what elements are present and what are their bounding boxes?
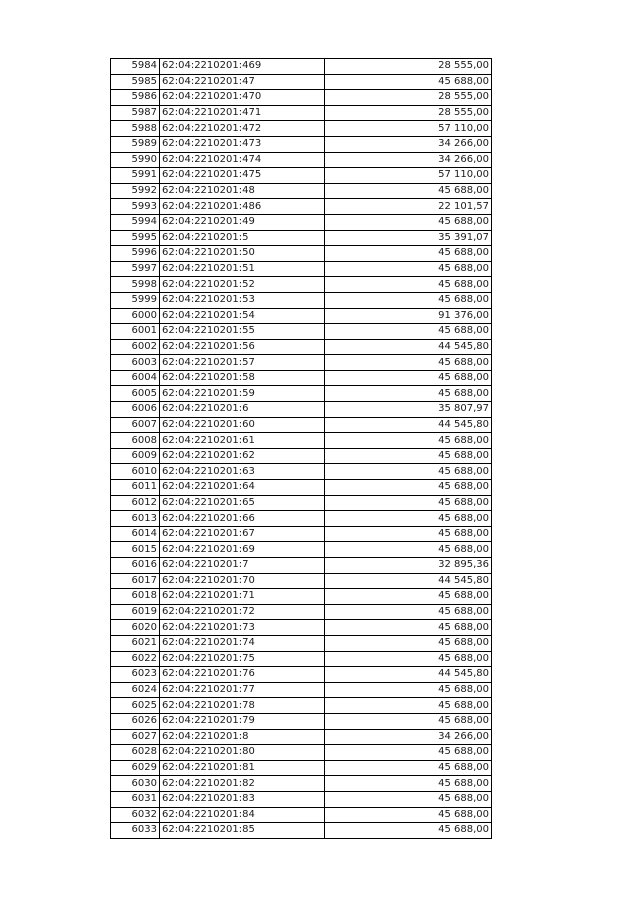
amount-cell: 45 688,00 <box>325 589 492 605</box>
row-number-cell: 5987 <box>111 105 160 121</box>
cadastral-number-cell: 62:04:2210201:50 <box>160 246 325 262</box>
row-number-cell: 6020 <box>111 620 160 636</box>
row-number-cell: 5994 <box>111 214 160 230</box>
cadastre-table <box>110 58 492 839</box>
cadastral-number-cell: 62:04:2210201:48 <box>160 183 325 199</box>
cadastral-number-cell: 62:04:2210201:83 <box>160 791 325 807</box>
cadastral-number-cell: 62:04:2210201:7 <box>160 558 325 574</box>
table-row <box>111 183 492 199</box>
table-row <box>111 168 492 184</box>
cadastral-number-cell: 62:04:2210201:63 <box>160 464 325 480</box>
row-number-cell: 6028 <box>111 745 160 761</box>
table-row <box>111 292 492 308</box>
cadastral-number-cell: 62:04:2210201:53 <box>160 292 325 308</box>
cadastral-number-cell: 62:04:2210201:6 <box>160 402 325 418</box>
row-number-cell: 6030 <box>111 776 160 792</box>
row-number-cell: 6001 <box>111 324 160 340</box>
amount-cell: 45 688,00 <box>325 604 492 620</box>
cadastral-number-cell: 62:04:2210201:71 <box>160 589 325 605</box>
table-row <box>111 121 492 137</box>
table-row <box>111 791 492 807</box>
row-number-cell: 6016 <box>111 558 160 574</box>
cadastral-number-cell: 62:04:2210201:70 <box>160 573 325 589</box>
amount-cell: 45 688,00 <box>325 776 492 792</box>
row-number-cell: 6019 <box>111 604 160 620</box>
table-row <box>111 74 492 90</box>
row-number-cell: 5988 <box>111 121 160 137</box>
table-row <box>111 277 492 293</box>
cadastral-number-cell: 62:04:2210201:47 <box>160 74 325 90</box>
row-number-cell: 5995 <box>111 230 160 246</box>
amount-cell: 45 688,00 <box>325 745 492 761</box>
table-row <box>111 573 492 589</box>
table-row <box>111 589 492 605</box>
amount-cell: 28 555,00 <box>325 59 492 75</box>
row-number-cell: 5984 <box>111 59 160 75</box>
cadastral-number-cell: 62:04:2210201:82 <box>160 776 325 792</box>
cadastral-number-cell: 62:04:2210201:5 <box>160 230 325 246</box>
amount-cell: 45 688,00 <box>325 791 492 807</box>
amount-cell: 45 688,00 <box>325 183 492 199</box>
table-row <box>111 355 492 371</box>
cadastral-number-cell: 62:04:2210201:475 <box>160 168 325 184</box>
cadastral-number-cell: 62:04:2210201:60 <box>160 417 325 433</box>
cadastral-number-cell: 62:04:2210201:473 <box>160 136 325 152</box>
amount-cell: 45 688,00 <box>325 682 492 698</box>
amount-cell: 28 555,00 <box>325 90 492 106</box>
row-number-cell: 6032 <box>111 807 160 823</box>
amount-cell: 44 545,80 <box>325 417 492 433</box>
table-row <box>111 433 492 449</box>
table-row <box>111 448 492 464</box>
cadastral-number-cell: 62:04:2210201:64 <box>160 480 325 496</box>
row-number-cell: 6027 <box>111 729 160 745</box>
table-row <box>111 464 492 480</box>
table-row <box>111 417 492 433</box>
row-number-cell: 5989 <box>111 136 160 152</box>
cadastral-number-cell: 62:04:2210201:81 <box>160 760 325 776</box>
table-row <box>111 667 492 683</box>
amount-cell: 35 807,97 <box>325 402 492 418</box>
amount-cell: 57 110,00 <box>325 121 492 137</box>
row-number-cell: 6002 <box>111 339 160 355</box>
table-row <box>111 651 492 667</box>
table-row <box>111 745 492 761</box>
row-number-cell: 5990 <box>111 152 160 168</box>
row-number-cell: 6018 <box>111 589 160 605</box>
table-row <box>111 760 492 776</box>
amount-cell: 45 688,00 <box>325 292 492 308</box>
cadastral-number-cell: 62:04:2210201:84 <box>160 807 325 823</box>
cadastral-number-cell: 62:04:2210201:58 <box>160 370 325 386</box>
row-number-cell: 6000 <box>111 308 160 324</box>
amount-cell: 45 688,00 <box>325 261 492 277</box>
cadastral-number-cell: 62:04:2210201:76 <box>160 667 325 683</box>
row-number-cell: 5985 <box>111 74 160 90</box>
row-number-cell: 5993 <box>111 199 160 215</box>
amount-cell: 22 101,57 <box>325 199 492 215</box>
row-number-cell: 6005 <box>111 386 160 402</box>
amount-cell: 45 688,00 <box>325 713 492 729</box>
row-number-cell: 6015 <box>111 542 160 558</box>
table-row <box>111 480 492 496</box>
amount-cell: 45 688,00 <box>325 386 492 402</box>
amount-cell: 45 688,00 <box>325 74 492 90</box>
table-row <box>111 698 492 714</box>
table-row <box>111 729 492 745</box>
table-row <box>111 230 492 246</box>
amount-cell: 45 688,00 <box>325 214 492 230</box>
row-number-cell: 6023 <box>111 667 160 683</box>
table-row <box>111 136 492 152</box>
cadastral-number-cell: 62:04:2210201:73 <box>160 620 325 636</box>
amount-cell: 45 688,00 <box>325 324 492 340</box>
table-row <box>111 682 492 698</box>
table-row <box>111 324 492 340</box>
amount-cell: 44 545,80 <box>325 667 492 683</box>
row-number-cell: 5992 <box>111 183 160 199</box>
amount-cell: 45 688,00 <box>325 464 492 480</box>
table-row <box>111 386 492 402</box>
table-row <box>111 776 492 792</box>
table-row <box>111 105 492 121</box>
cadastral-number-cell: 62:04:2210201:77 <box>160 682 325 698</box>
amount-cell: 45 688,00 <box>325 355 492 371</box>
table-row <box>111 339 492 355</box>
amount-cell: 44 545,80 <box>325 339 492 355</box>
amount-cell: 44 545,80 <box>325 573 492 589</box>
table-row <box>111 370 492 386</box>
cadastral-number-cell: 62:04:2210201:74 <box>160 635 325 651</box>
amount-cell: 45 688,00 <box>325 526 492 542</box>
table-row <box>111 495 492 511</box>
amount-cell: 45 688,00 <box>325 542 492 558</box>
amount-cell: 91 376,00 <box>325 308 492 324</box>
amount-cell: 45 688,00 <box>325 823 492 839</box>
table-row <box>111 59 492 75</box>
amount-cell: 45 688,00 <box>325 635 492 651</box>
row-number-cell: 6009 <box>111 448 160 464</box>
amount-cell: 34 266,00 <box>325 729 492 745</box>
row-number-cell: 5997 <box>111 261 160 277</box>
row-number-cell: 5996 <box>111 246 160 262</box>
amount-cell: 45 688,00 <box>325 807 492 823</box>
amount-cell: 45 688,00 <box>325 495 492 511</box>
row-number-cell: 6004 <box>111 370 160 386</box>
row-number-cell: 6006 <box>111 402 160 418</box>
row-number-cell: 6026 <box>111 713 160 729</box>
table-row <box>111 635 492 651</box>
amount-cell: 45 688,00 <box>325 246 492 262</box>
table-row <box>111 526 492 542</box>
cadastral-number-cell: 62:04:2210201:79 <box>160 713 325 729</box>
row-number-cell: 6024 <box>111 682 160 698</box>
amount-cell: 45 688,00 <box>325 370 492 386</box>
row-number-cell: 6033 <box>111 823 160 839</box>
table-row <box>111 214 492 230</box>
table-row <box>111 620 492 636</box>
amount-cell: 45 688,00 <box>325 760 492 776</box>
table-row <box>111 90 492 106</box>
table-row <box>111 402 492 418</box>
amount-cell: 45 688,00 <box>325 651 492 667</box>
cadastral-number-cell: 62:04:2210201:472 <box>160 121 325 137</box>
row-number-cell: 6008 <box>111 433 160 449</box>
amount-cell: 32 895,36 <box>325 558 492 574</box>
cadastral-number-cell: 62:04:2210201:49 <box>160 214 325 230</box>
row-number-cell: 6007 <box>111 417 160 433</box>
cadastral-number-cell: 62:04:2210201:8 <box>160 729 325 745</box>
row-number-cell: 6031 <box>111 791 160 807</box>
cadastral-number-cell: 62:04:2210201:62 <box>160 448 325 464</box>
amount-cell: 57 110,00 <box>325 168 492 184</box>
row-number-cell: 5986 <box>111 90 160 106</box>
row-number-cell: 5999 <box>111 292 160 308</box>
row-number-cell: 6014 <box>111 526 160 542</box>
row-number-cell: 6025 <box>111 698 160 714</box>
table-row <box>111 558 492 574</box>
table-row <box>111 823 492 839</box>
amount-cell: 45 688,00 <box>325 480 492 496</box>
row-number-cell: 6003 <box>111 355 160 371</box>
cadastral-number-cell: 62:04:2210201:75 <box>160 651 325 667</box>
row-number-cell: 6017 <box>111 573 160 589</box>
row-number-cell: 6011 <box>111 480 160 496</box>
table-body <box>111 59 492 839</box>
amount-cell: 35 391,07 <box>325 230 492 246</box>
cadastral-number-cell: 62:04:2210201:61 <box>160 433 325 449</box>
cadastral-number-cell: 62:04:2210201:67 <box>160 526 325 542</box>
amount-cell: 45 688,00 <box>325 620 492 636</box>
table-row <box>111 807 492 823</box>
amount-cell: 45 688,00 <box>325 448 492 464</box>
amount-cell: 34 266,00 <box>325 152 492 168</box>
row-number-cell: 6010 <box>111 464 160 480</box>
cadastral-number-cell: 62:04:2210201:471 <box>160 105 325 121</box>
cadastral-number-cell: 62:04:2210201:486 <box>160 199 325 215</box>
amount-cell: 45 688,00 <box>325 511 492 527</box>
cadastral-number-cell: 62:04:2210201:66 <box>160 511 325 527</box>
amount-cell: 28 555,00 <box>325 105 492 121</box>
cadastral-number-cell: 62:04:2210201:55 <box>160 324 325 340</box>
cadastral-number-cell: 62:04:2210201:80 <box>160 745 325 761</box>
row-number-cell: 5998 <box>111 277 160 293</box>
table-row <box>111 542 492 558</box>
cadastral-number-cell: 62:04:2210201:65 <box>160 495 325 511</box>
cadastral-number-cell: 62:04:2210201:72 <box>160 604 325 620</box>
row-number-cell: 6029 <box>111 760 160 776</box>
row-number-cell: 6021 <box>111 635 160 651</box>
cadastral-number-cell: 62:04:2210201:474 <box>160 152 325 168</box>
cadastral-number-cell: 62:04:2210201:52 <box>160 277 325 293</box>
table-row <box>111 604 492 620</box>
row-number-cell: 6012 <box>111 495 160 511</box>
amount-cell: 45 688,00 <box>325 277 492 293</box>
cadastral-number-cell: 62:04:2210201:85 <box>160 823 325 839</box>
cadastral-number-cell: 62:04:2210201:57 <box>160 355 325 371</box>
cadastral-number-cell: 62:04:2210201:51 <box>160 261 325 277</box>
row-number-cell: 6013 <box>111 511 160 527</box>
table-row <box>111 152 492 168</box>
cadastral-number-cell: 62:04:2210201:69 <box>160 542 325 558</box>
table-row <box>111 308 492 324</box>
cadastral-number-cell: 62:04:2210201:469 <box>160 59 325 75</box>
amount-cell: 34 266,00 <box>325 136 492 152</box>
amount-cell: 45 688,00 <box>325 698 492 714</box>
table-row <box>111 261 492 277</box>
cadastral-number-cell: 62:04:2210201:59 <box>160 386 325 402</box>
cadastral-number-cell: 62:04:2210201:54 <box>160 308 325 324</box>
cadastral-number-cell: 62:04:2210201:78 <box>160 698 325 714</box>
cadastral-number-cell: 62:04:2210201:470 <box>160 90 325 106</box>
table-row <box>111 199 492 215</box>
table-row <box>111 246 492 262</box>
amount-cell: 45 688,00 <box>325 433 492 449</box>
row-number-cell: 5991 <box>111 168 160 184</box>
table-row <box>111 511 492 527</box>
cadastral-number-cell: 62:04:2210201:56 <box>160 339 325 355</box>
row-number-cell: 6022 <box>111 651 160 667</box>
table-row <box>111 713 492 729</box>
